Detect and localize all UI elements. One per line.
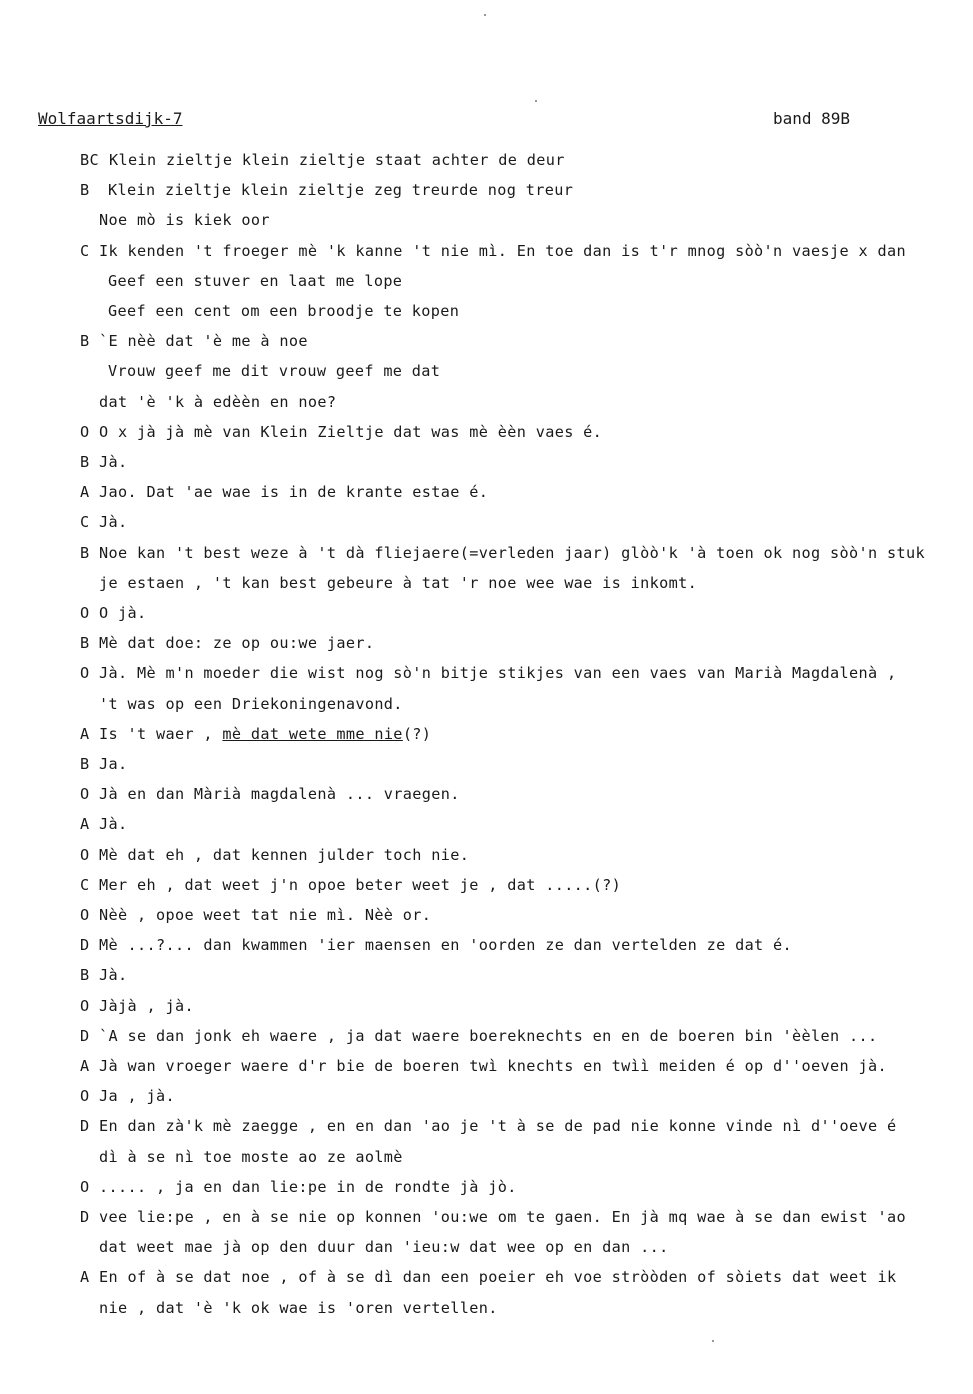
speaker-code: B [80,543,90,562]
utterance-main: Jà. [99,815,128,834]
speaker-code: D [80,1208,90,1226]
utterance-text [99,845,469,865]
speaker-code: O [80,422,90,441]
utterance-text [99,241,906,261]
speaker-code: A [80,483,90,502]
utterance-suffix: (?) [402,724,432,743]
utterance-main: Geef een cent om een broodje te kopen [108,302,460,320]
utterance-text [109,150,565,170]
utterance-main: Noe mò is kiek oor [99,211,270,230]
utterance-main: Jà. [99,966,128,985]
utterance-text [99,996,194,1016]
utterance-text [108,271,402,291]
speaker-code: O [80,996,90,1015]
utterance-main: `A se dan jonk eh waere , ja dat waere boereknechts en en de boeren bin 'èèlen ... [99,1026,878,1045]
utterance-main: Ja , jà. [99,1087,175,1106]
utterance-main: Mè dat eh , dat kennen julder toch nie. [99,845,470,864]
speaker-code: O [80,785,90,804]
utterance-main: vee lie:pe , en à se nie op konnen 'ou:we om te gaen. En jà mq wae à se dan ewist 'ao [99,1208,906,1226]
utterance-text [99,452,127,472]
utterance-main: Jà. Mè m'n moeder die wist nog sò'n bitje stikjes van een vaes van Marià Magdalenà , [99,664,897,683]
speaker-code: D [80,1026,90,1045]
utterance-text [99,422,602,442]
utterance-main: nie , dat 'è 'k ok wae is 'oren vertellen. [99,1298,498,1317]
utterance-main: dat weet mae jà op den duur dan 'ieu:w dat wee op en dan ... [99,1238,669,1257]
utterance-main: Ja. [99,755,128,773]
utterance-main: Jà wan vroeger waere d'r bie de boeren twì knechts en twìì meiden é op d''oeven jà. [99,1057,887,1075]
utterance-text [99,694,403,714]
utterance-text [99,724,431,744]
speaker-code: A [80,724,90,743]
speaker-code: A [80,1268,90,1287]
utterance-text [99,603,146,623]
utterance-text [99,633,374,653]
utterance-main: Is 't waer , [99,724,223,743]
utterance-main: Klein zieltje klein zieltje staat achter de deur [109,151,565,169]
utterance-main: Jà. [99,513,128,532]
utterance-text [99,663,896,683]
utterance-main: Noe kan 't best weze à 't dà fliejaere(=verleden jaar) glòò'k 'à toen ok nog sòò'n stuk [99,543,925,562]
utterance-main: O jà. [99,604,147,622]
utterance-main: Jà. [99,453,128,471]
speaker-code: O [80,1177,90,1196]
utterance-main: dat 'è 'k à edèèn en noe? [99,392,337,411]
utterance-main: Jàjà , jà. [99,996,194,1015]
speaker-code: B [80,453,90,471]
utterance-main: Ik kenden 't froeger mè 'k kanne 't nie mì. En toe dan is t'r mnog sòò'n vaesje x dan [99,241,906,260]
speaker-code: O [80,604,90,622]
utterance-text [99,1207,906,1227]
utterance-main: O x jà jà mè van Klein Zieltje dat was mè èèn vaes é. [99,422,603,441]
speaker-code: O [80,664,90,683]
speaker-code: BC [80,151,99,169]
utterance-text [99,573,697,593]
scan-speck [535,100,537,102]
utterance-main: Jao. Dat 'ae wae is in de krante estae é. [99,483,489,502]
utterance-text [99,905,431,925]
utterance-main: ..... , ja en dan lie:pe in de rondte jà jò. [99,1177,517,1196]
utterance-main: En of à se dat noe , of à se dì dan een poeier eh voe stròòden of sòiets dat weet ik [99,1268,897,1287]
speaker-code: D [80,936,90,955]
speaker-code: A [80,815,90,834]
utterance-text [108,361,440,381]
utterance-main: `E nèè dat 'è me à noe [99,332,308,351]
utterance-main: Mè dat doe: ze op ou:we jaer. [99,634,375,653]
utterance-main: Geef een stuver en laat me lope [108,271,403,290]
utterance-text [99,935,792,955]
utterance-main: Mer eh , dat weet j'n opoe beter weet je , dat .....(?) [99,875,622,894]
utterance-text [99,814,127,834]
utterance-main: Klein zieltje klein zieltje zeg treurde nog treur [108,181,574,200]
utterance-text [99,965,127,985]
utterance-text [99,754,127,774]
utterance-text [99,875,621,895]
document-title: Wolfaartsdijk-7 [38,109,183,128]
utterance-main: dì à se nì toe moste ao ze aolmè [99,1147,403,1166]
utterance-text [99,1267,896,1287]
speaker-code: C [80,875,90,894]
utterance-text [99,1237,669,1257]
speaker-code: O [80,1087,90,1106]
utterance-text [108,180,573,200]
utterance-text [99,331,308,351]
speaker-code: O [80,906,90,924]
utterance-text [99,210,270,230]
utterance-main: Jà en dan Màrià magdalenà ... vraegen. [99,785,460,804]
speaker-code: A [80,1057,90,1075]
speaker-code: C [80,513,90,532]
utterance-main: Mè ...?... dan kwammen 'ier maensen en 'oorden ze dan vertelden ze dat é. [99,936,793,955]
speaker-code: D [80,1117,90,1136]
utterance-text [99,512,127,532]
utterance-text [99,1147,403,1167]
speaker-code: B [80,966,90,985]
utterance-text [99,543,925,563]
speaker-code: B [80,332,90,351]
utterance-text [99,784,460,804]
utterance-main: En dan zà'k mè zaegge , en en dan 'ao je 't à se de pad nie konne vinde nì d''oeve é [99,1117,897,1136]
utterance-text [99,1116,896,1136]
utterance-main: Vrouw geef me dit vrouw geef me dat [108,362,441,381]
utterance-text [108,301,459,321]
utterance-text [99,1056,887,1076]
utterance-text [99,1177,517,1197]
tape-reference: band 89B [773,109,851,128]
utterance-main: 't was op een Driekoningenavond. [99,694,403,713]
scan-speck [712,1340,714,1342]
utterance-text [99,1086,175,1106]
utterance-text [99,1026,877,1046]
utterance-text [99,482,488,502]
scan-speck [484,14,486,16]
speaker-code: B [80,634,90,653]
speaker-code: O [80,845,90,864]
utterance-text [99,1298,498,1318]
speaker-code: B [80,755,90,773]
speaker-code: B [80,181,90,200]
utterance-main: je estaen , 't kan best gebeure à tat 'r noe wee wae is inkomt. [99,573,698,592]
utterance-text [99,392,336,412]
utterance-main: Nèè , opoe weet tat nie mì. Nèè or. [99,906,432,924]
speaker-code: C [80,241,90,260]
underlined-phrase: mè dat wete mme nie [222,724,403,743]
